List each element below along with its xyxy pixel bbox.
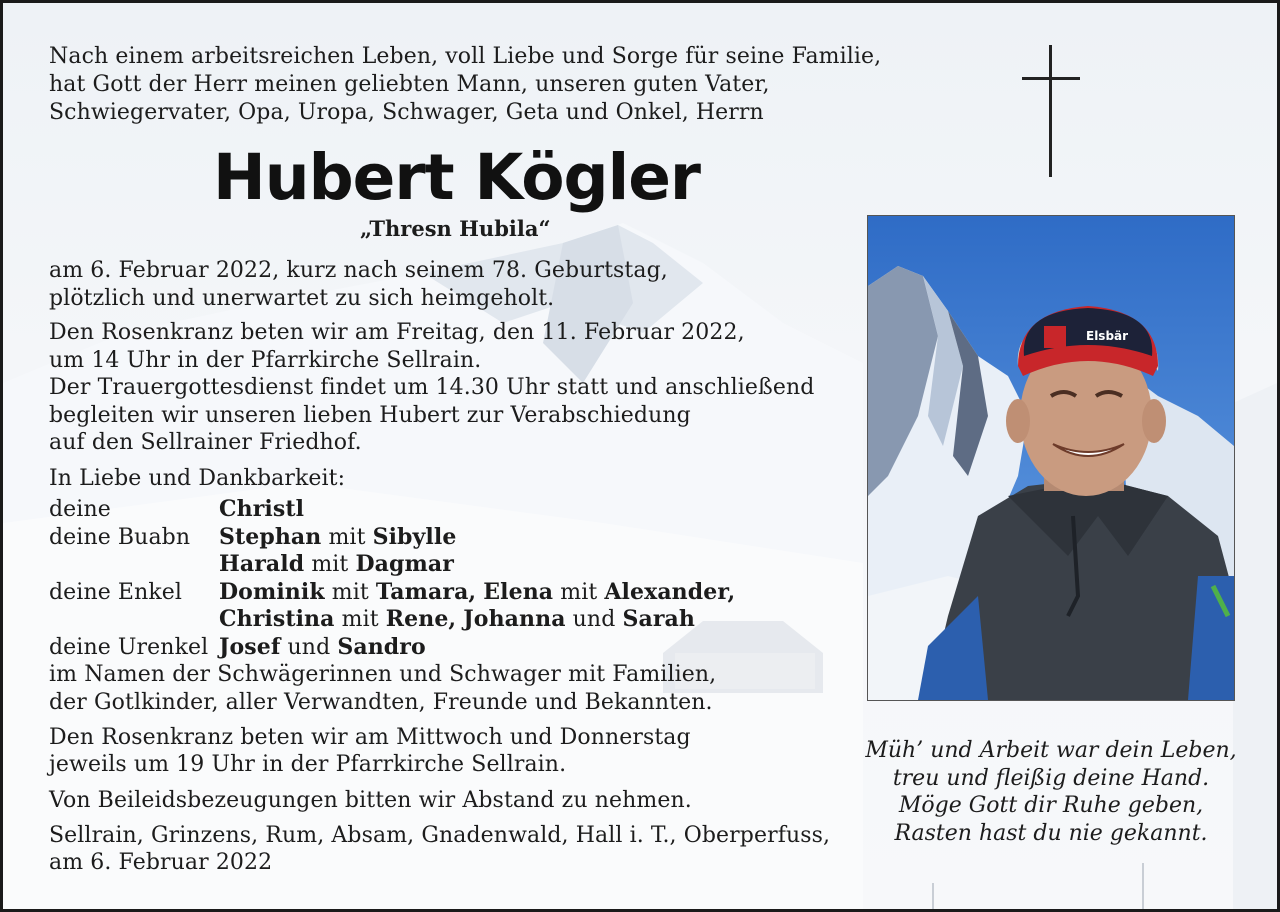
death-line-1: am 6. Februar 2022, kurz nach seinem 78. Geburtstag, xyxy=(49,258,668,283)
mourner-row-son-1: Stephan mit Sibylle xyxy=(219,524,457,550)
poem-line-2: treu und fleißig deine Hand. xyxy=(892,765,1210,791)
cross-icon xyxy=(1022,45,1080,177)
mourner-row-son-2: Harald mit Dagmar xyxy=(219,551,454,577)
mourner-label-great-grandchildren: deine Urenkel xyxy=(49,635,209,660)
services-line-1: Den Rosenkranz beten wir am Freitag, den 11. Februar 2022, xyxy=(49,320,745,345)
services-line-3: Der Trauergottesdienst findet um 14.30 Uhr statt und anschließend xyxy=(49,375,815,400)
mourner-row-great-grandchildren: Josef und Sandro xyxy=(219,634,426,660)
poem-line-1: Müh’ und Arbeit war dein Leben, xyxy=(865,738,1237,763)
deceased-name: Hubert Kögler xyxy=(213,141,701,214)
rosary-line-2: jeweils um 19 Uhr in der Pfarrkirche Sellrain. xyxy=(49,752,567,777)
extended-family-line-2: der Gotlkinder, aller Verwandten, Freunde und Bekannten. xyxy=(49,690,713,715)
memorial-poem xyxy=(853,737,1249,847)
deceased-nickname: „Thresn Hubila“ xyxy=(360,216,551,241)
rosary-line-1: Den Rosenkranz beten wir am Mittwoch und Donnerstag xyxy=(49,725,691,750)
mourner-label-wife: deine xyxy=(49,497,111,522)
services-line-5: auf den Sellrainer Friedhof. xyxy=(49,430,362,455)
mourners-heading: In Liebe und Dankbarkeit: xyxy=(49,466,346,491)
extended-family-line-1: im Namen der Schwägerinnen und Schwager mit Familien, xyxy=(49,662,717,687)
poem-line-3: Möge Gott dir Ruhe geben, xyxy=(898,793,1204,818)
mourner-row-grandchildren-1: Dominik mit Tamara, Elena mit Alexander, xyxy=(219,579,736,605)
place-line: Sellrain, Grinzens, Rum, Absam, Gnadenwald, Hall i. T., Oberperfuss, xyxy=(49,823,831,848)
mourner-row-wife: Christl xyxy=(219,496,305,522)
services-line-4: begleiten wir unseren lieben Hubert zur Verabschiedung xyxy=(49,403,691,428)
intro-line-2: hat Gott der Herr meinen geliebten Mann, unseren guten Vater, xyxy=(49,72,770,97)
intro-line-1: Nach einem arbeitsreichen Leben, voll Liebe und Sorge für seine Familie, xyxy=(49,44,882,69)
portrait-photo xyxy=(867,215,1235,701)
cap-brand: Elsbär xyxy=(1086,329,1129,343)
intro-line-3: Schwiegervater, Opa, Uropa, Schwager, Geta und Onkel, Herrn xyxy=(49,100,764,125)
mourner-row-grandchildren-2: Christina mit Rene, Johanna und Sarah xyxy=(219,606,695,632)
mourner-label-grandchildren: deine Enkel xyxy=(49,580,183,605)
condolence-note: Von Beileidsbezeugungen bitten wir Abstand zu nehmen. xyxy=(49,788,692,813)
mourner-label-sons: deine Buabn xyxy=(49,525,191,550)
poem-line-4: Rasten hast du nie gekannt. xyxy=(894,820,1208,846)
services-line-2: um 14 Uhr in der Pfarrkirche Sellrain. xyxy=(49,348,482,373)
date-line: am 6. Februar 2022 xyxy=(49,850,273,875)
death-line-2: plötzlich und unerwartet zu sich heimgeholt. xyxy=(49,286,555,311)
